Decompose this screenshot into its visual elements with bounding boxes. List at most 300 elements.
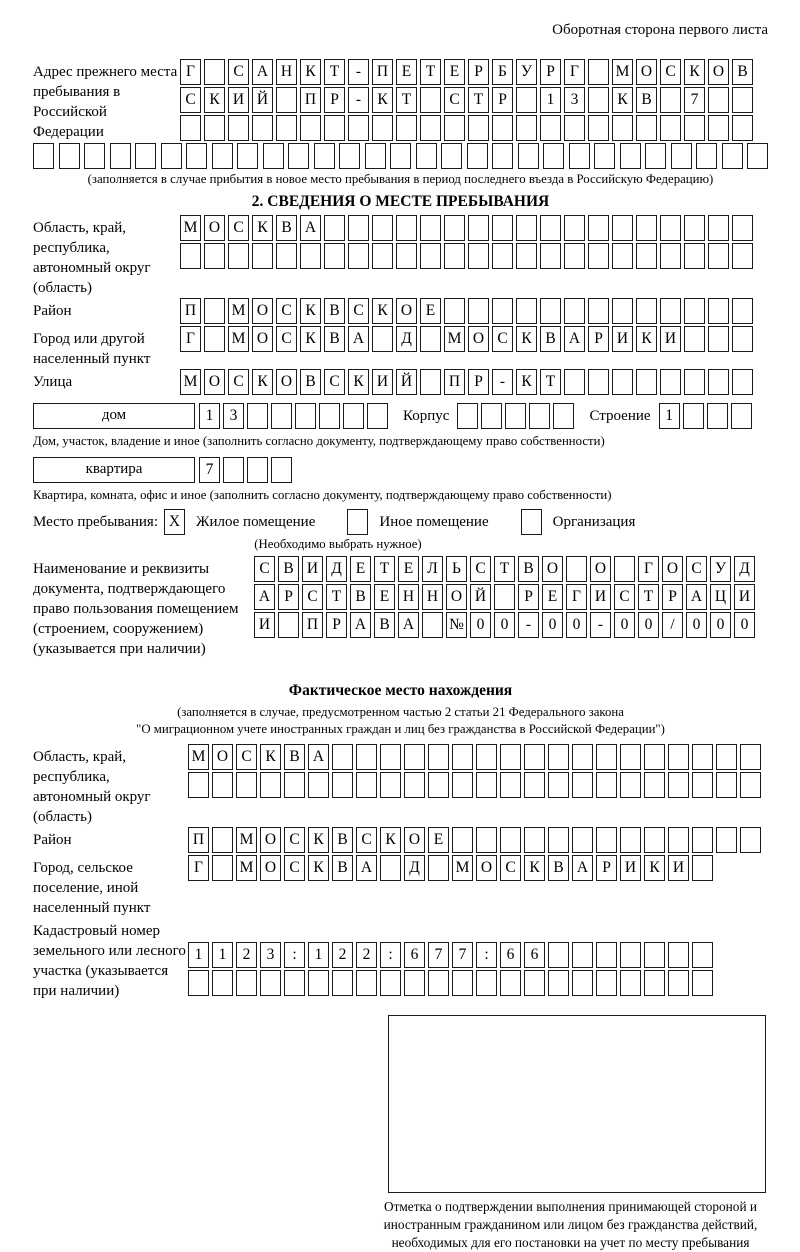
char-cell[interactable] — [708, 298, 729, 324]
char-cell[interactable] — [348, 115, 369, 141]
char-cell[interactable] — [588, 59, 609, 85]
char-cell[interactable]: Н — [276, 59, 297, 85]
char-cell[interactable]: К — [348, 369, 369, 395]
char-cell[interactable]: 0 — [638, 612, 659, 638]
char-cell[interactable] — [684, 326, 705, 352]
char-cell[interactable] — [708, 87, 729, 113]
char-cell[interactable] — [319, 403, 340, 429]
char-cell[interactable]: 0 — [566, 612, 587, 638]
char-cell[interactable]: Р — [662, 584, 683, 610]
char-cell[interactable]: С — [254, 556, 275, 582]
char-cell[interactable]: Р — [540, 59, 561, 85]
char-cell[interactable] — [404, 772, 425, 798]
char-cell[interactable]: К — [300, 298, 321, 324]
char-cell[interactable]: Р — [468, 369, 489, 395]
char-cell[interactable]: В — [324, 298, 345, 324]
char-cell[interactable] — [372, 215, 393, 241]
char-cell[interactable] — [212, 143, 233, 169]
char-cell[interactable]: Р — [324, 87, 345, 113]
char-cell[interactable]: 0 — [686, 612, 707, 638]
char-cell[interactable]: М — [228, 326, 249, 352]
char-cell[interactable] — [732, 87, 753, 113]
char-cell[interactable]: 3 — [260, 942, 281, 968]
char-cell[interactable]: С — [302, 584, 323, 610]
char-cell[interactable]: Г — [566, 584, 587, 610]
char-cell[interactable]: В — [732, 59, 753, 85]
char-cell[interactable] — [452, 744, 473, 770]
char-cell[interactable] — [548, 942, 569, 968]
char-cell[interactable] — [300, 243, 321, 269]
char-cell[interactable] — [237, 143, 258, 169]
char-cell[interactable] — [692, 744, 713, 770]
char-cell[interactable] — [707, 403, 728, 429]
char-cell[interactable]: А — [356, 855, 377, 881]
char-cell[interactable] — [467, 143, 488, 169]
char-cell[interactable]: Т — [638, 584, 659, 610]
char-cell[interactable] — [332, 970, 353, 996]
char-cell[interactable] — [380, 855, 401, 881]
char-cell[interactable] — [692, 772, 713, 798]
char-cell[interactable]: Р — [492, 87, 513, 113]
char-cell[interactable] — [339, 143, 360, 169]
char-cell[interactable] — [84, 143, 105, 169]
char-cell[interactable] — [644, 970, 665, 996]
char-cell[interactable] — [500, 744, 521, 770]
char-cell[interactable] — [588, 215, 609, 241]
char-cell[interactable] — [500, 827, 521, 853]
char-cell[interactable]: М — [228, 298, 249, 324]
char-cell[interactable] — [740, 827, 761, 853]
char-cell[interactable]: К — [524, 855, 545, 881]
char-cell[interactable] — [692, 855, 713, 881]
char-cell[interactable] — [516, 215, 537, 241]
char-cell[interactable]: О — [404, 827, 425, 853]
char-cell[interactable]: Е — [398, 556, 419, 582]
char-cell[interactable] — [732, 215, 753, 241]
char-cell[interactable] — [588, 369, 609, 395]
char-cell[interactable] — [444, 243, 465, 269]
char-cell[interactable] — [716, 744, 737, 770]
char-cell[interactable] — [428, 772, 449, 798]
char-cell[interactable] — [564, 369, 585, 395]
char-cell[interactable]: В — [540, 326, 561, 352]
char-cell[interactable] — [180, 243, 201, 269]
char-cell[interactable]: Р — [468, 59, 489, 85]
char-cell[interactable]: О — [276, 369, 297, 395]
char-cell[interactable] — [212, 827, 233, 853]
char-cell[interactable] — [636, 369, 657, 395]
char-cell[interactable]: М — [180, 215, 201, 241]
char-cell[interactable] — [668, 942, 689, 968]
char-cell[interactable] — [367, 403, 388, 429]
char-cell[interactable] — [356, 970, 377, 996]
char-cell[interactable] — [518, 143, 539, 169]
char-cell[interactable]: Т — [420, 59, 441, 85]
char-cell[interactable] — [284, 772, 305, 798]
char-cell[interactable]: Л — [422, 556, 443, 582]
char-cell[interactable] — [356, 772, 377, 798]
char-cell[interactable]: Е — [374, 584, 395, 610]
char-cell[interactable] — [684, 115, 705, 141]
char-cell[interactable]: О — [446, 584, 467, 610]
char-cell[interactable]: 6 — [524, 942, 545, 968]
char-cell[interactable] — [644, 744, 665, 770]
char-cell[interactable] — [572, 827, 593, 853]
char-cell[interactable] — [644, 942, 665, 968]
char-cell[interactable]: О — [542, 556, 563, 582]
char-cell[interactable]: 6 — [404, 942, 425, 968]
char-cell[interactable]: П — [372, 59, 393, 85]
char-cell[interactable]: И — [372, 369, 393, 395]
char-cell[interactable]: Й — [396, 369, 417, 395]
char-cell[interactable] — [420, 87, 441, 113]
char-cell[interactable] — [596, 772, 617, 798]
char-cell[interactable]: С — [276, 326, 297, 352]
char-cell[interactable]: - — [518, 612, 539, 638]
char-cell[interactable]: К — [252, 369, 273, 395]
char-cell[interactable]: К — [380, 827, 401, 853]
char-cell[interactable] — [614, 556, 635, 582]
char-cell[interactable]: Е — [350, 556, 371, 582]
char-cell[interactable]: Ь — [446, 556, 467, 582]
char-cell[interactable] — [404, 970, 425, 996]
char-cell[interactable] — [564, 298, 585, 324]
char-cell[interactable] — [476, 970, 497, 996]
char-cell[interactable]: А — [252, 59, 273, 85]
char-cell[interactable] — [500, 970, 521, 996]
char-cell[interactable] — [692, 942, 713, 968]
char-cell[interactable]: 7 — [684, 87, 705, 113]
char-cell[interactable] — [596, 942, 617, 968]
char-cell[interactable] — [247, 403, 268, 429]
char-cell[interactable] — [521, 509, 542, 535]
char-cell[interactable] — [668, 772, 689, 798]
char-cell[interactable]: Р — [588, 326, 609, 352]
char-cell[interactable] — [732, 115, 753, 141]
char-cell[interactable]: В — [332, 855, 353, 881]
char-cell[interactable] — [566, 556, 587, 582]
char-cell[interactable] — [596, 970, 617, 996]
char-cell[interactable] — [660, 87, 681, 113]
char-cell[interactable]: В — [518, 556, 539, 582]
char-cell[interactable] — [278, 612, 299, 638]
char-cell[interactable] — [276, 243, 297, 269]
char-cell[interactable]: К — [516, 326, 537, 352]
char-cell[interactable] — [732, 369, 753, 395]
char-cell[interactable]: А — [572, 855, 593, 881]
char-cell[interactable]: И — [668, 855, 689, 881]
char-cell[interactable]: К — [300, 59, 321, 85]
char-cell[interactable]: Д — [396, 326, 417, 352]
char-cell[interactable]: А — [300, 215, 321, 241]
char-cell[interactable] — [420, 369, 441, 395]
char-cell[interactable] — [588, 115, 609, 141]
char-cell[interactable] — [636, 115, 657, 141]
char-cell[interactable] — [288, 143, 309, 169]
char-cell[interactable]: К — [372, 298, 393, 324]
char-cell[interactable]: К — [516, 369, 537, 395]
char-cell[interactable] — [444, 215, 465, 241]
char-cell[interactable] — [444, 298, 465, 324]
char-cell[interactable] — [212, 855, 233, 881]
char-cell[interactable] — [596, 744, 617, 770]
char-cell[interactable] — [612, 369, 633, 395]
char-cell[interactable]: С — [180, 87, 201, 113]
char-cell[interactable]: Т — [324, 59, 345, 85]
char-cell[interactable]: / — [662, 612, 683, 638]
char-cell[interactable]: Г — [638, 556, 659, 582]
char-cell[interactable]: С — [228, 59, 249, 85]
char-cell[interactable] — [396, 215, 417, 241]
char-cell[interactable]: 1 — [188, 942, 209, 968]
char-cell[interactable] — [594, 143, 615, 169]
char-cell[interactable] — [660, 215, 681, 241]
char-cell[interactable]: С — [236, 744, 257, 770]
char-cell[interactable]: 0 — [542, 612, 563, 638]
char-cell[interactable] — [308, 772, 329, 798]
char-cell[interactable] — [324, 115, 345, 141]
char-cell[interactable] — [492, 215, 513, 241]
char-cell[interactable]: С — [228, 369, 249, 395]
char-cell[interactable]: И — [590, 584, 611, 610]
char-cell[interactable] — [228, 115, 249, 141]
char-cell[interactable] — [356, 744, 377, 770]
char-cell[interactable]: О — [662, 556, 683, 582]
char-cell[interactable] — [372, 243, 393, 269]
char-cell[interactable] — [716, 772, 737, 798]
char-cell[interactable] — [188, 772, 209, 798]
char-cell[interactable]: И — [228, 87, 249, 113]
char-cell[interactable]: О — [476, 855, 497, 881]
char-cell[interactable] — [636, 298, 657, 324]
char-cell[interactable] — [204, 59, 225, 85]
char-cell[interactable] — [476, 827, 497, 853]
char-cell[interactable] — [212, 772, 233, 798]
char-cell[interactable]: М — [452, 855, 473, 881]
char-cell[interactable] — [422, 612, 443, 638]
char-cell[interactable]: К — [684, 59, 705, 85]
char-cell[interactable] — [186, 143, 207, 169]
char-cell[interactable] — [372, 115, 393, 141]
char-cell[interactable]: П — [302, 612, 323, 638]
char-cell[interactable]: А — [686, 584, 707, 610]
char-cell[interactable] — [684, 369, 705, 395]
char-cell[interactable]: М — [180, 369, 201, 395]
char-cell[interactable] — [228, 243, 249, 269]
char-cell[interactable] — [494, 584, 515, 610]
char-cell[interactable]: К — [260, 744, 281, 770]
char-cell[interactable]: К — [204, 87, 225, 113]
char-cell[interactable]: 0 — [494, 612, 515, 638]
char-cell[interactable] — [223, 457, 244, 483]
char-cell[interactable] — [332, 744, 353, 770]
char-cell[interactable] — [708, 326, 729, 352]
char-cell[interactable] — [380, 970, 401, 996]
char-cell[interactable]: О — [204, 369, 225, 395]
char-cell[interactable] — [660, 243, 681, 269]
char-cell[interactable] — [505, 403, 526, 429]
char-cell[interactable] — [612, 243, 633, 269]
char-cell[interactable] — [204, 115, 225, 141]
char-cell[interactable] — [543, 143, 564, 169]
char-cell[interactable] — [284, 970, 305, 996]
char-cell[interactable]: 7 — [428, 942, 449, 968]
char-cell[interactable] — [252, 243, 273, 269]
char-cell[interactable] — [516, 115, 537, 141]
char-cell[interactable]: М — [188, 744, 209, 770]
char-cell[interactable] — [404, 744, 425, 770]
char-cell[interactable] — [247, 457, 268, 483]
char-cell[interactable] — [161, 143, 182, 169]
char-cell[interactable]: Т — [468, 87, 489, 113]
char-cell[interactable] — [271, 457, 292, 483]
char-cell[interactable]: С — [284, 827, 305, 853]
char-cell[interactable] — [529, 403, 550, 429]
char-cell[interactable] — [740, 772, 761, 798]
char-cell[interactable] — [236, 970, 257, 996]
char-cell[interactable] — [572, 970, 593, 996]
char-cell[interactable] — [708, 369, 729, 395]
char-cell[interactable]: М — [236, 827, 257, 853]
char-cell[interactable]: Т — [326, 584, 347, 610]
char-cell[interactable] — [347, 509, 368, 535]
char-cell[interactable] — [660, 115, 681, 141]
char-cell[interactable]: О — [252, 298, 273, 324]
char-cell[interactable]: П — [180, 298, 201, 324]
char-cell[interactable]: Н — [422, 584, 443, 610]
char-cell[interactable]: Б — [492, 59, 513, 85]
char-cell[interactable] — [260, 970, 281, 996]
char-cell[interactable]: И — [734, 584, 755, 610]
char-cell[interactable] — [722, 143, 743, 169]
char-cell[interactable] — [135, 143, 156, 169]
char-cell[interactable]: О — [590, 556, 611, 582]
char-cell[interactable] — [420, 326, 441, 352]
char-cell[interactable]: X — [164, 509, 185, 535]
char-cell[interactable]: С — [348, 298, 369, 324]
char-cell[interactable] — [416, 143, 437, 169]
char-cell[interactable] — [524, 970, 545, 996]
char-cell[interactable] — [492, 298, 513, 324]
char-cell[interactable]: Г — [180, 326, 201, 352]
char-cell[interactable] — [380, 772, 401, 798]
checkbox-organization[interactable] — [521, 509, 545, 535]
char-cell[interactable] — [444, 115, 465, 141]
char-cell[interactable] — [572, 942, 593, 968]
char-cell[interactable]: : — [380, 942, 401, 968]
char-cell[interactable] — [314, 143, 335, 169]
checkbox-other-premises[interactable] — [347, 509, 371, 535]
char-cell[interactable] — [636, 215, 657, 241]
char-cell[interactable]: В — [350, 584, 371, 610]
char-cell[interactable]: У — [710, 556, 731, 582]
char-cell[interactable] — [324, 243, 345, 269]
char-cell[interactable] — [553, 403, 574, 429]
char-cell[interactable] — [540, 243, 561, 269]
char-cell[interactable] — [263, 143, 284, 169]
char-cell[interactable]: 1 — [659, 403, 680, 429]
char-cell[interactable] — [708, 215, 729, 241]
char-cell[interactable]: Е — [428, 827, 449, 853]
char-cell[interactable]: № — [446, 612, 467, 638]
char-cell[interactable] — [668, 970, 689, 996]
char-cell[interactable]: А — [350, 612, 371, 638]
char-cell[interactable]: В — [332, 827, 353, 853]
char-cell[interactable] — [468, 115, 489, 141]
char-cell[interactable] — [276, 87, 297, 113]
char-cell[interactable]: С — [660, 59, 681, 85]
char-cell[interactable]: К — [308, 827, 329, 853]
char-cell[interactable]: Д — [734, 556, 755, 582]
char-cell[interactable]: 0 — [710, 612, 731, 638]
char-cell[interactable] — [260, 772, 281, 798]
char-cell[interactable] — [308, 970, 329, 996]
char-cell[interactable] — [620, 942, 641, 968]
char-cell[interactable]: 0 — [470, 612, 491, 638]
char-cell[interactable] — [540, 298, 561, 324]
char-cell[interactable] — [188, 970, 209, 996]
char-cell[interactable] — [332, 772, 353, 798]
char-cell[interactable]: С — [492, 326, 513, 352]
char-cell[interactable] — [180, 115, 201, 141]
char-cell[interactable] — [372, 326, 393, 352]
char-cell[interactable]: Т — [494, 556, 515, 582]
char-cell[interactable] — [540, 215, 561, 241]
char-cell[interactable] — [271, 403, 292, 429]
char-cell[interactable]: 7 — [199, 457, 220, 483]
char-cell[interactable] — [457, 403, 478, 429]
char-cell[interactable] — [548, 827, 569, 853]
char-cell[interactable]: К — [372, 87, 393, 113]
char-cell[interactable] — [252, 115, 273, 141]
checkbox-residential[interactable] — [164, 509, 188, 535]
char-cell[interactable]: Т — [396, 87, 417, 113]
char-cell[interactable] — [620, 744, 641, 770]
char-cell[interactable]: Г — [180, 59, 201, 85]
char-cell[interactable] — [452, 772, 473, 798]
char-cell[interactable]: 0 — [734, 612, 755, 638]
char-cell[interactable] — [516, 87, 537, 113]
char-cell[interactable]: - — [590, 612, 611, 638]
char-cell[interactable]: Р — [326, 612, 347, 638]
char-cell[interactable] — [588, 298, 609, 324]
char-cell[interactable]: В — [636, 87, 657, 113]
char-cell[interactable] — [645, 143, 666, 169]
char-cell[interactable]: - — [492, 369, 513, 395]
char-cell[interactable] — [452, 827, 473, 853]
char-cell[interactable] — [110, 143, 131, 169]
char-cell[interactable]: С — [276, 298, 297, 324]
char-cell[interactable] — [588, 87, 609, 113]
char-cell[interactable]: О — [396, 298, 417, 324]
char-cell[interactable]: И — [612, 326, 633, 352]
char-cell[interactable]: П — [444, 369, 465, 395]
char-cell[interactable]: С — [356, 827, 377, 853]
char-cell[interactable] — [548, 744, 569, 770]
char-cell[interactable]: 3 — [223, 403, 244, 429]
char-cell[interactable] — [684, 243, 705, 269]
char-cell[interactable]: В — [284, 744, 305, 770]
char-cell[interactable]: Ц — [710, 584, 731, 610]
char-cell[interactable]: О — [212, 744, 233, 770]
char-cell[interactable] — [668, 827, 689, 853]
char-cell[interactable]: С — [444, 87, 465, 113]
char-cell[interactable] — [212, 970, 233, 996]
char-cell[interactable]: Д — [404, 855, 425, 881]
char-cell[interactable] — [204, 243, 225, 269]
char-cell[interactable] — [481, 403, 502, 429]
char-cell[interactable] — [548, 970, 569, 996]
